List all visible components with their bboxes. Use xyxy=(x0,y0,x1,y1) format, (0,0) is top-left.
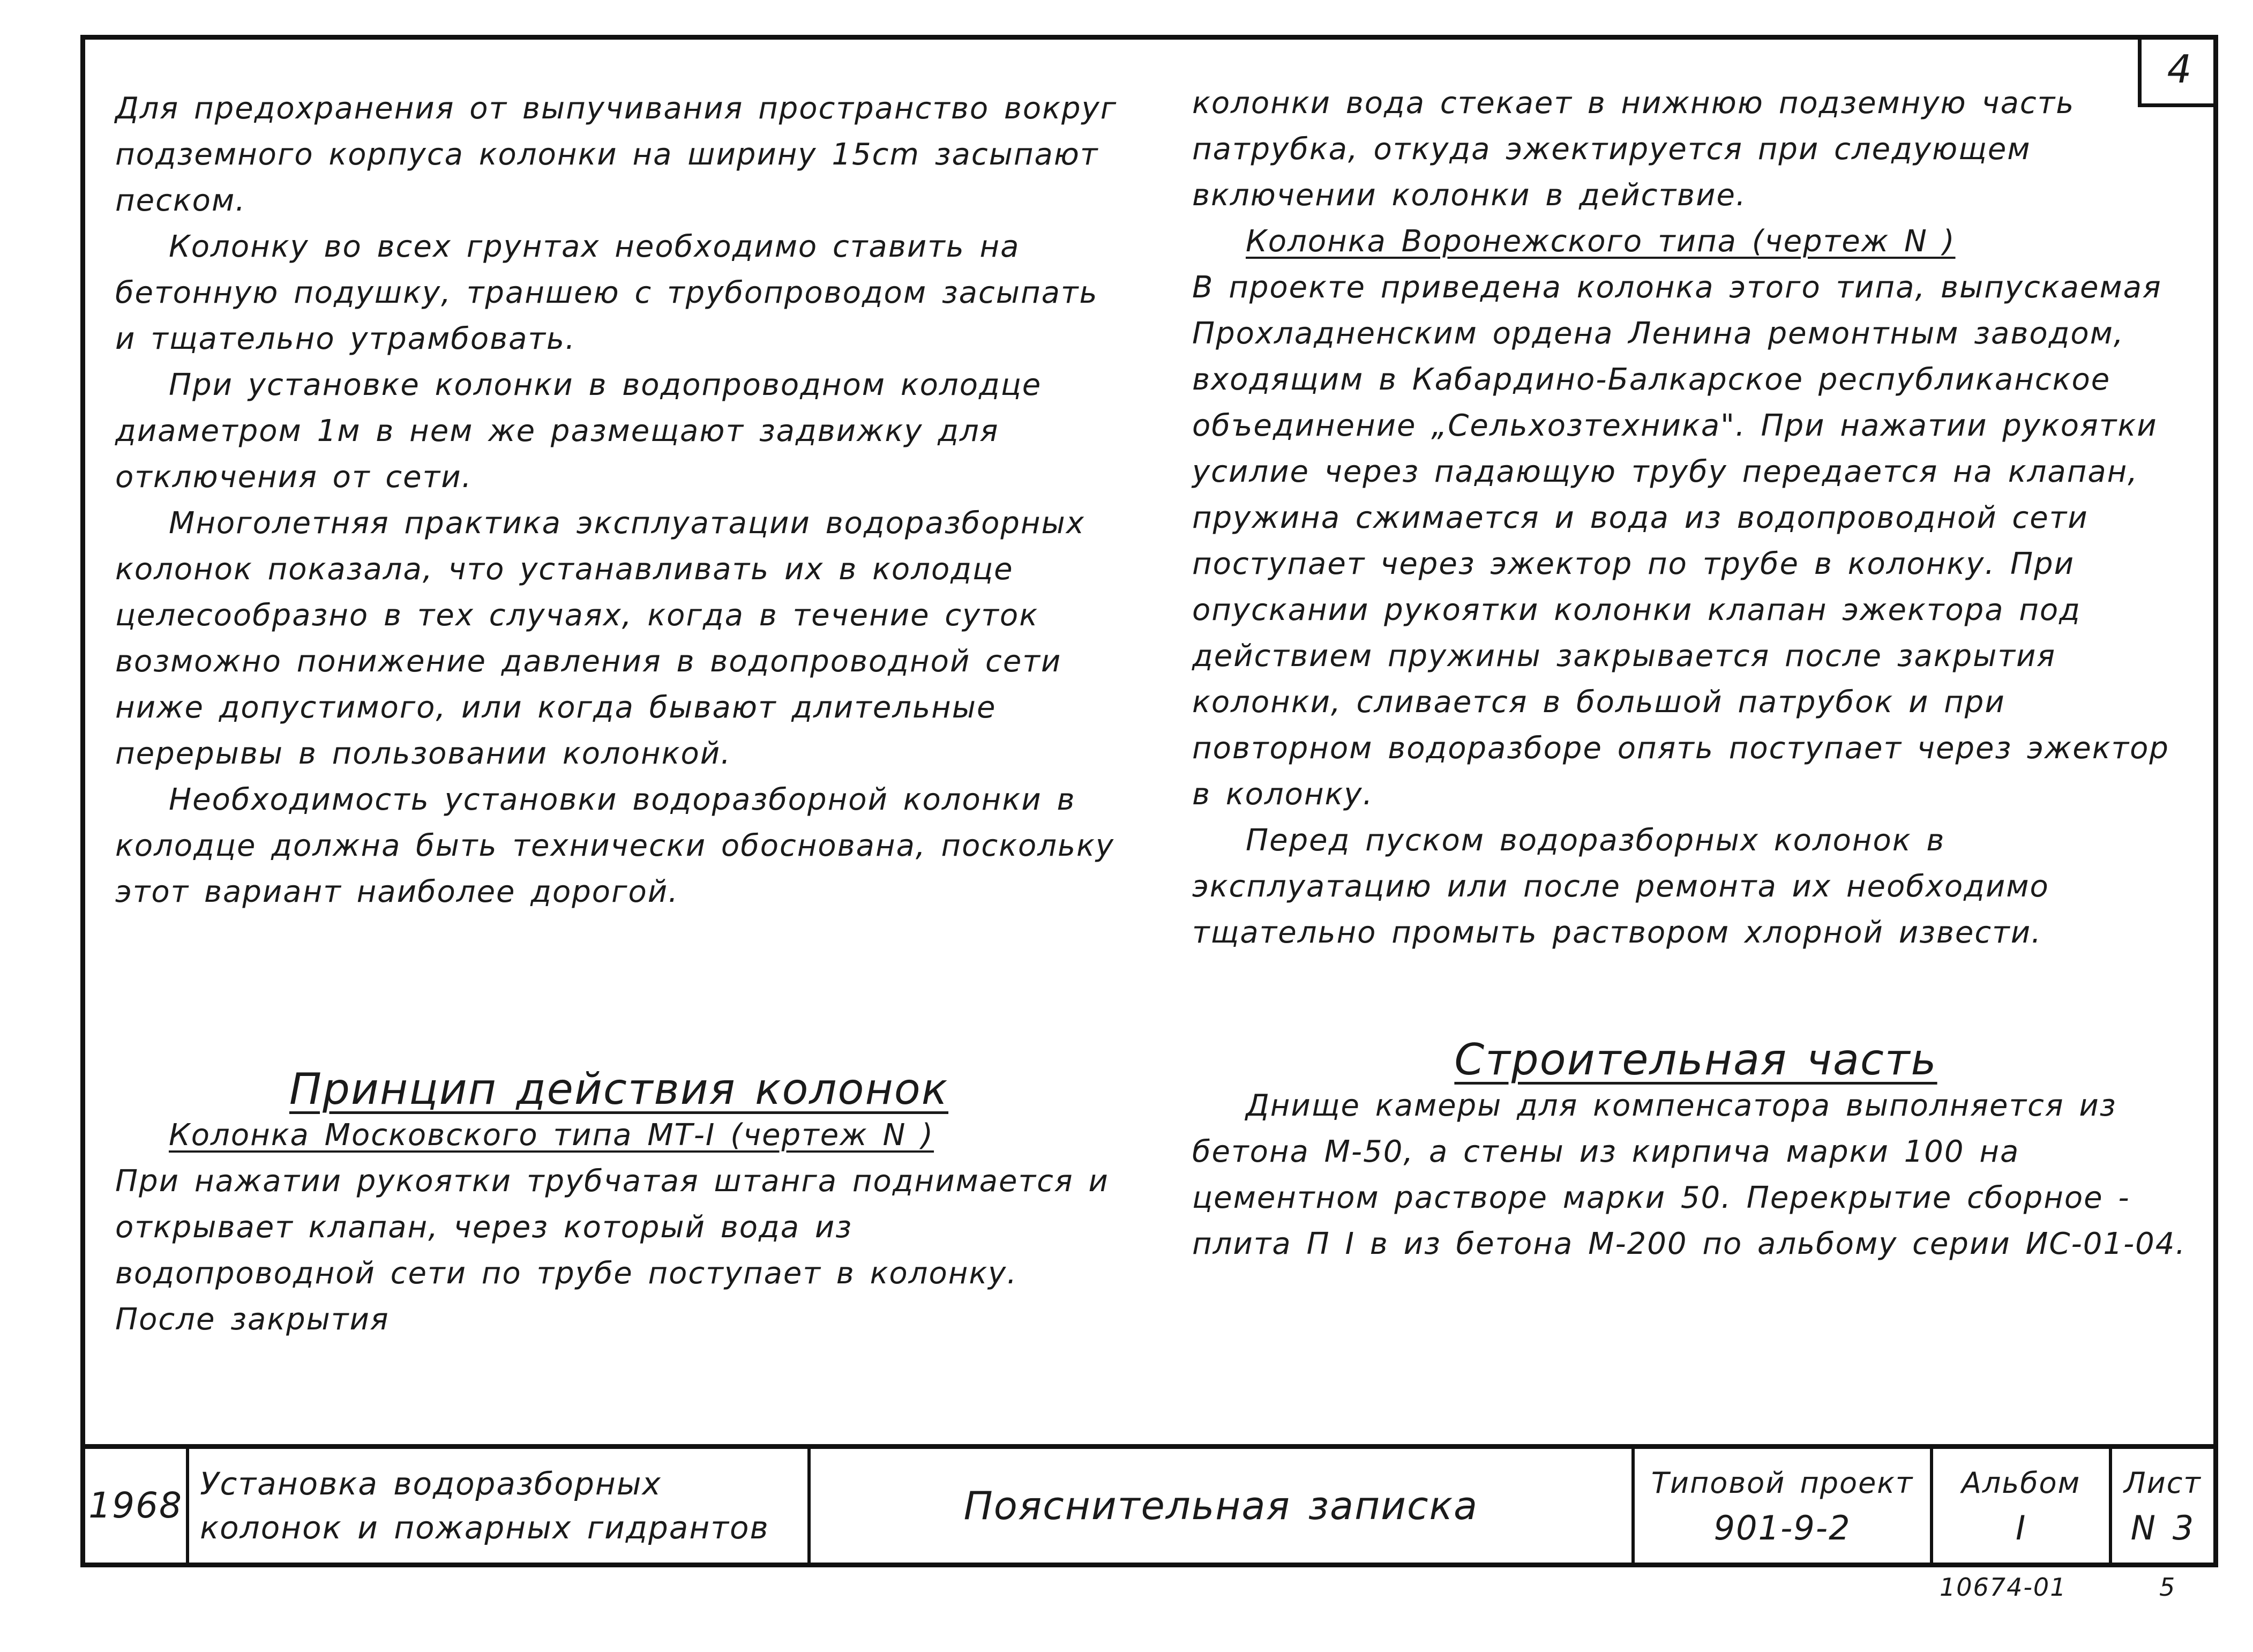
section-heading-construction: Строительная часть xyxy=(1454,1035,1937,1085)
title-block-album xyxy=(1933,1449,2112,1563)
subheading-voronezh-type: Колонка Воронежского типа (чертеж N ) xyxy=(1246,224,1956,259)
subheading-moscow-type: Колонка Московского типа МТ-I (чертеж N ) xyxy=(169,1118,934,1153)
left-paragraph-3: При установке колонки в водопроводном колодце диаметром 1м в нем же размещают задвижку для отключения от сети. xyxy=(115,368,1042,495)
footer-page-number: 5 xyxy=(2159,1573,2176,1602)
construction-paragraph: Днище камеры для компенсатора выполняется из бетона М-50, а стены из кирпича марки 100 на цементном растворе марки 50. Перекрытие сборное - плита П I в из бетона М-200 по альбому серии ИС-01-04. xyxy=(1192,1088,2187,1261)
title-block-project xyxy=(1635,1449,1933,1563)
section-heading-principle: Принцип действия колонок xyxy=(289,1064,949,1114)
title-line-1: Установка водоразборных xyxy=(200,1466,662,1502)
album-value: I xyxy=(2015,1508,2027,1548)
left-paragraph-5: Необходимость установки водоразборной колонки в колодце должна быть технически обоснована, поскольку этот вариант наиболее дорогой. xyxy=(115,782,1115,909)
left-column xyxy=(115,86,1122,915)
title-block-name xyxy=(189,1449,811,1563)
title-block-document xyxy=(811,1449,1635,1563)
right-paragraph-2: Перед пуском водоразборных колонок в эксплуатацию или после ремонта их необходимо тщательно промыть раствором хлорной извести. xyxy=(1192,823,2049,950)
year-value: 1968 xyxy=(88,1485,183,1526)
left-paragraph-2: Колонку во всех грунтах необходимо ставить на бетонную подушку, траншею с трубопроводом засыпать и тщательно утрамбовать. xyxy=(115,229,1098,356)
right-paragraph-0: колонки вода стекает в нижнюю подземную часть патрубка, откуда эжектируется при следующем включении колонки в действие. xyxy=(1192,86,2075,213)
album-label: Альбом xyxy=(1961,1466,2081,1500)
title-block-sheet xyxy=(2112,1449,2213,1563)
archive-code: 10674-01 xyxy=(1940,1573,2067,1602)
document-name: Пояснительная записка xyxy=(963,1483,1479,1528)
title-block xyxy=(80,1444,2218,1567)
title-line-2: колонок и пожарных гидрантов xyxy=(200,1509,769,1546)
operation-principle-section xyxy=(115,1066,1122,1343)
page-number-badge: 4 xyxy=(2138,35,2218,107)
construction-section xyxy=(1192,1037,2199,1267)
sheet-label: Лист xyxy=(2124,1466,2202,1500)
left-paragraph-4: Многолетняя практика эксплуатации водоразборных колонок показала, что устанавливать их в колодце целесообразно в тех случаях, когда в течение суток возможно понижение давления в водопроводной сети ниже допустимого, или когда бывают длительные перерывы в пользовании колонкой. xyxy=(115,506,1085,771)
moscow-type-paragraph: При нажатии рукоятки трубчатая штанга поднимается и открывает клапан, через который вода из водопроводной сети по трубе поступает в колонку. После закрытия xyxy=(115,1164,1109,1337)
right-column xyxy=(1192,80,2199,956)
sheet-value: N 3 xyxy=(2130,1508,2195,1548)
title-block-year xyxy=(85,1449,189,1563)
left-paragraph-1: Для предохранения от выпучивания пространство вокруг подземного корпуса колонки на ширину 15cm засыпают песком. xyxy=(115,91,1118,218)
right-paragraph-1: В проекте приведена колонка этого типа, выпускаемая Прохладненским ордена Ленина ремонтным заводом, входящим в Кабардино-Балкарское республиканское объединение „Сельхозтехника". При нажатии рукоятки усилие через падающую трубу передается на клапан, пружина сжимается и вода из водопроводной сети поступает через эжектор по трубе в колонку. При опускании рукоятки колонки клапан эжектора под действием пружины закрывается после закрытия колонки, сливается в большой патрубок и при повторном водоразборе опять поступает через эжектор в колонку. xyxy=(1192,270,2169,812)
project-value: 901-9-2 xyxy=(1713,1508,1851,1548)
project-label: Типовой проект xyxy=(1651,1466,1914,1500)
